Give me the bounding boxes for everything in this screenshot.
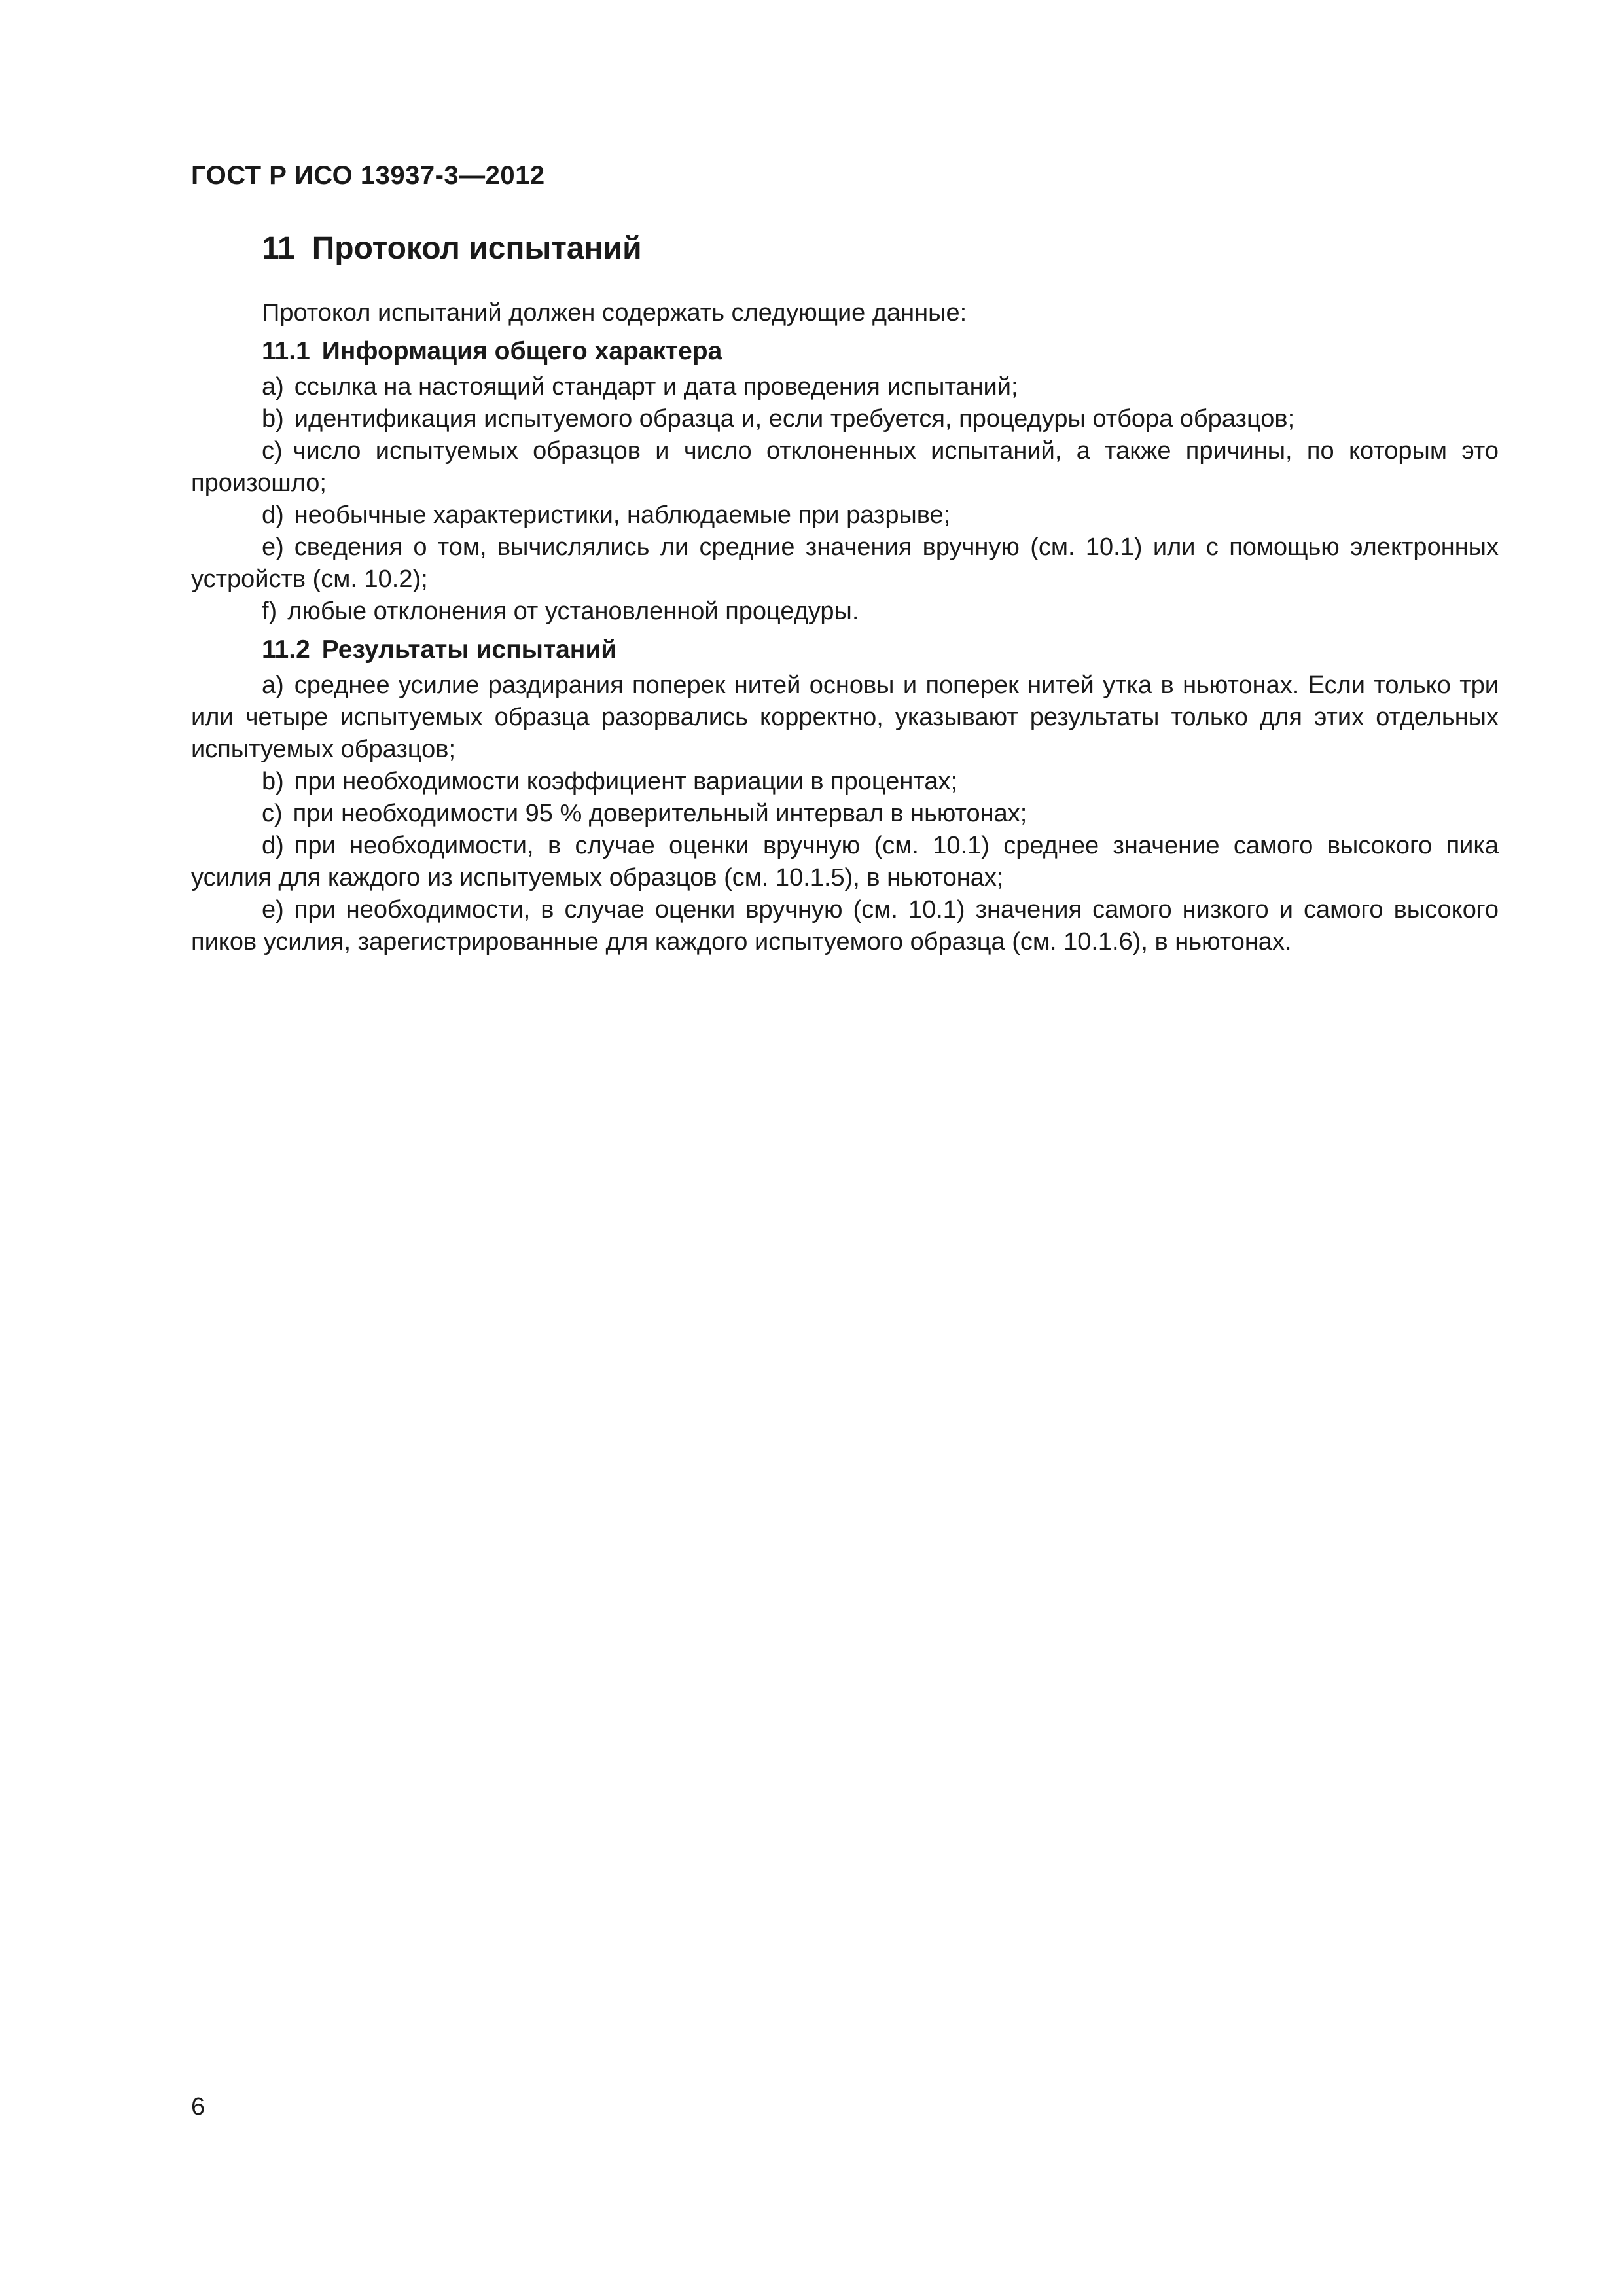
list-item <box>191 830 1499 894</box>
list-item-text: среднее усилие раздирания поперек нитей основы и поперек нитей утка в ньютонах. Если только три или четыре испытуемых образца разорвались корректно, указывают результаты только для этих отдельных испытуемых образцов; <box>191 672 1499 763</box>
list-item-text: необычные характеристики, наблюдаемые при разрыве; <box>294 501 951 529</box>
subsection-general-info <box>191 334 1499 628</box>
subsection-test-results <box>191 633 1499 958</box>
list-marker: b) <box>262 768 284 795</box>
list-item <box>191 435 1499 499</box>
list-item-text: число испытуемых образцов и число отклоненных испытаний, а также причины, по которым это произошло; <box>191 437 1499 497</box>
subsection-heading <box>191 633 1499 667</box>
list-marker: e) <box>262 533 284 561</box>
list-item-text: при необходимости 95 % доверительный интервал в ньютонах; <box>293 800 1027 827</box>
document-body <box>191 297 1499 958</box>
page-number: 6 <box>191 2093 205 2121</box>
list-item <box>191 894 1499 958</box>
section-intro: Протокол испытаний должен содержать следующие данные: <box>262 299 967 327</box>
subsection-title: Результаты испытаний <box>321 636 617 664</box>
list-marker: d) <box>262 501 284 529</box>
list-item <box>191 403 1499 435</box>
standard-code-header: ГОСТ Р ИСО 13937-3—2012 <box>191 161 545 190</box>
list-item <box>191 499 1499 531</box>
list-item-text: ссылка на настоящий стандарт и дата проведения испытаний; <box>294 373 1018 401</box>
list-marker: c) <box>262 437 283 465</box>
list-marker: c) <box>262 800 283 827</box>
list-item <box>191 798 1499 830</box>
list-item-text: любые отклонения от установленной процедуры. <box>287 598 859 625</box>
list-marker: b) <box>262 405 284 433</box>
list-item-text: при необходимости коэффициент вариации в процентах; <box>294 768 958 795</box>
list-marker: f) <box>262 598 277 625</box>
list-item <box>191 531 1499 596</box>
section-title <box>262 230 642 266</box>
list-marker: e) <box>262 896 284 924</box>
list-item <box>191 766 1499 798</box>
list-item <box>191 596 1499 628</box>
subsection-title: Информация общего характера <box>321 337 722 365</box>
list-item <box>191 371 1499 403</box>
list-marker: a) <box>262 672 284 699</box>
list-item-text: при необходимости, в случае оценки вручную (см. 10.1) значения самого низкого и самого высокого пиков усилия, зарегистрированные для каждого испытуемого образца (см. 10.1.6), в ньютонах. <box>191 896 1499 956</box>
subsection-number: 11.2 <box>262 636 310 664</box>
list-item-text: сведения о том, вычислялись ли средние значения вручную (см. 10.1) или с помощью электронных устройств (см. 10.2); <box>191 533 1499 593</box>
list-marker: d) <box>262 832 284 859</box>
subsection-heading <box>191 334 1499 368</box>
list-item <box>191 670 1499 766</box>
list-item-text: при необходимости, в случае оценки вручную (см. 10.1) среднее значение самого высокого пика усилия для каждого из испытуемых образцов (см. 10.1.5), в ньютонах; <box>191 832 1499 891</box>
list-marker: a) <box>262 373 284 401</box>
section-title-text: Протокол испытаний <box>312 231 642 266</box>
subsection-number: 11.1 <box>262 337 310 365</box>
list-item-text: идентификация испытуемого образца и, если требуется, процедуры отбора образцов; <box>294 405 1295 433</box>
section-number: 11 <box>262 231 295 266</box>
